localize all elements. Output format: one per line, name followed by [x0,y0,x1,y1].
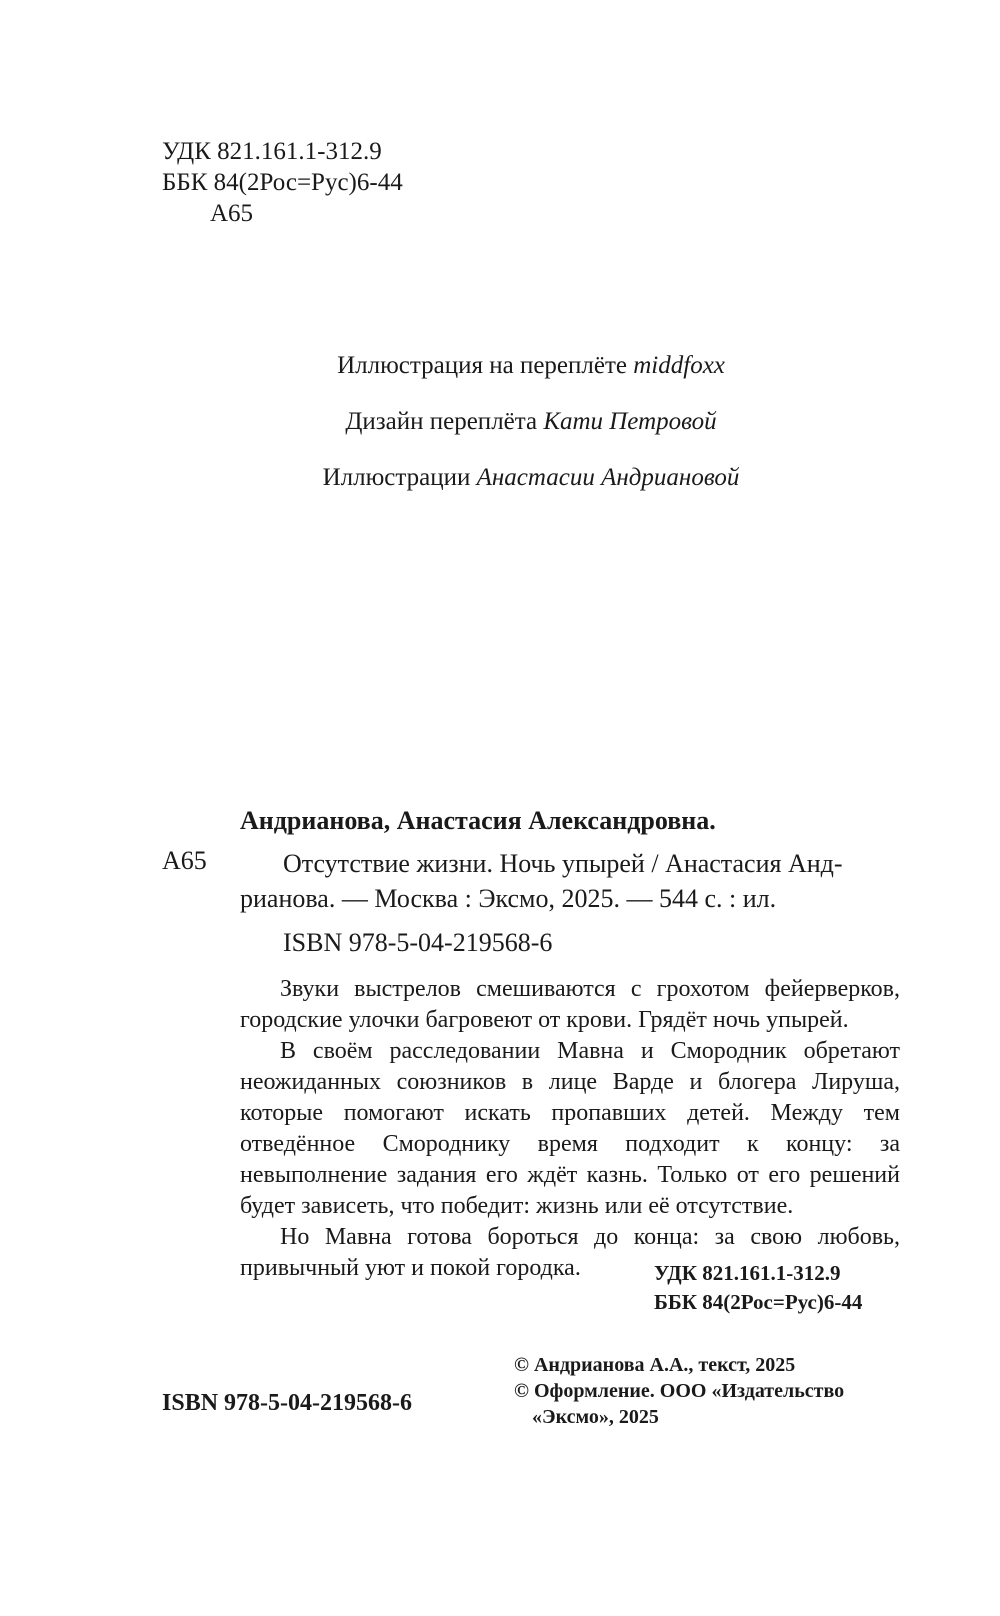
bibliographic-author-mark: А65 [162,846,207,875]
udk-code: УДК 821.161.1-312.9 [654,1261,841,1285]
credit-label: Иллюстрации [322,464,477,491]
copyright-text: © Андрианова А.А., текст, 2025 [514,1354,796,1376]
udk-code: УДК 821.161.1-312.9 [162,138,382,165]
classification-codes-top [162,136,403,229]
annotation-paragraph: Звуки выстрелов смешиваются с грохотом фейерверков, городские улочки багровеют от крови. Грядёт ночь упырей. [240,976,900,1033]
classification-codes-bottom [654,1259,862,1317]
author-mark: А65 [210,200,254,227]
bibliographic-line-2: рианова. — Москва : Эксмо, 2025. — 544 с. : ил. [240,884,777,913]
credit-person: Кати Петровой [543,408,717,435]
bbk-code: ББК 84(2Рос=Рус)6-44 [654,1290,863,1314]
copyright-notice [514,1352,844,1430]
credit-person: Анастасии Андриановой [476,464,740,491]
bibliographic-line-1: Отсутствие жизни. Ночь упырей / Анастасия Анд- [283,849,843,878]
credit-label: Дизайн переплёта [345,408,544,435]
bibliographic-isbn: ISBN 978-5-04-219568-6 [283,928,553,957]
credit-person: middfoxx [633,352,725,379]
annotation-paragraph: В своём расследовании Мавна и Смородник обретают неожиданных союзников в лице Варде и блогера Лируша, которые помогают искать пропавших детей. Между тем отведённое Смороднику время подходит к концу: за невыполнение задания его ждёт казнь. Только от его решений будет зависеть, что победит: жизнь или её отсутствие. [240,1038,900,1219]
annotation [240,974,900,1284]
credit-cover-design [0,408,1000,436]
bibliographic-description [240,846,843,916]
isbn-bottom: ISBN 978-5-04-219568-6 [162,1390,412,1416]
copyright-design: © Оформление. ООО «Издательство [514,1380,845,1402]
bibliographic-author-heading: Андрианова, Анастасия Александровна. [240,806,716,835]
bbk-code: ББК 84(2Рос=Рус)6-44 [162,169,403,196]
credit-illustrations [0,464,1000,492]
credit-label: Иллюстрация на переплёте [337,352,634,379]
annotation-paragraph: Но Мавна готова бороться до конца: за свою любовь, привычный уют и покой городка. [240,1224,900,1281]
copyright-design-cont: «Эксмо», 2025 [532,1406,659,1428]
credit-cover-illustration [0,352,1000,380]
